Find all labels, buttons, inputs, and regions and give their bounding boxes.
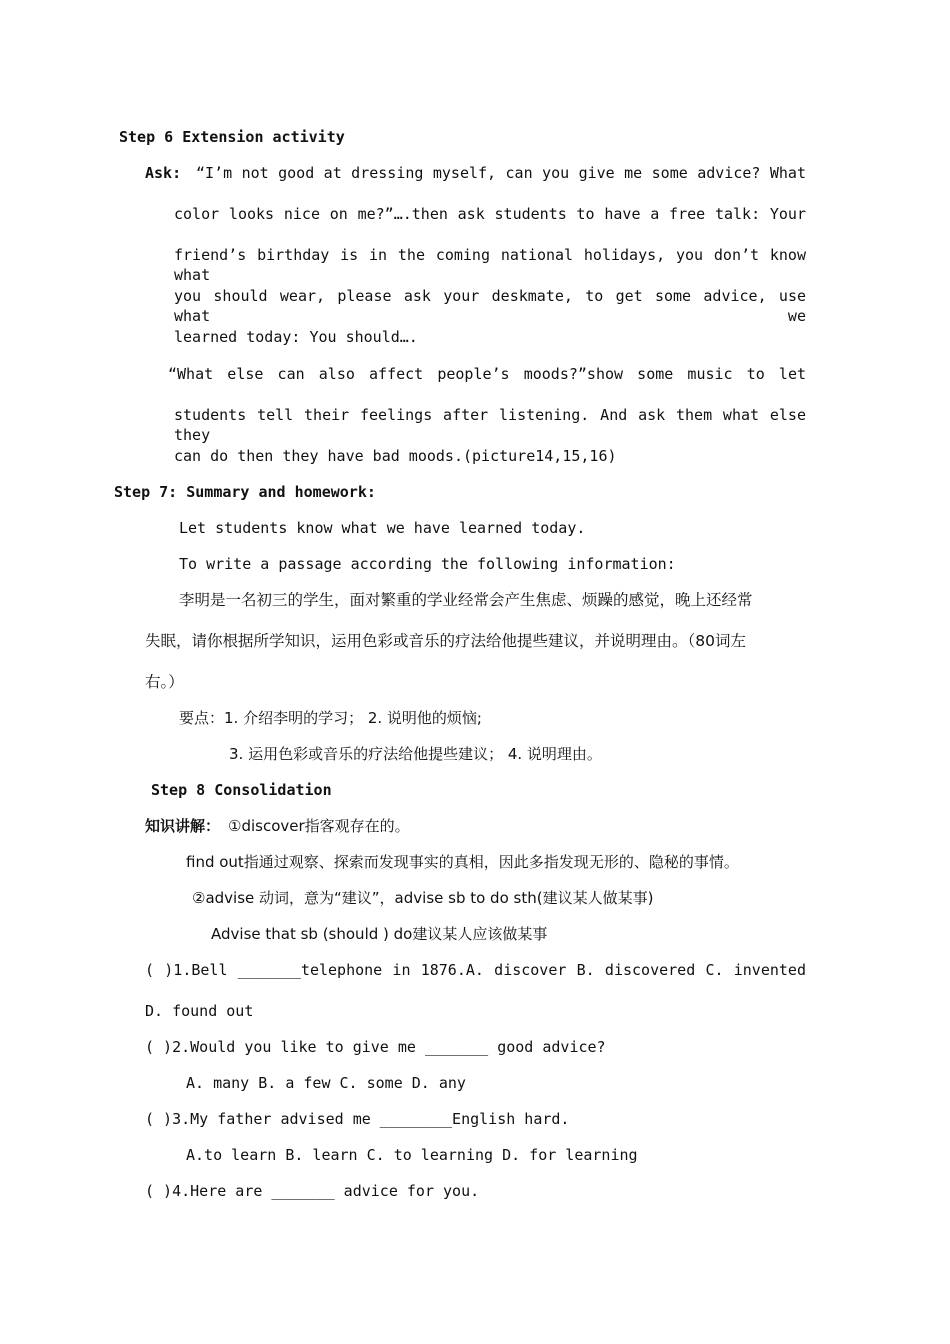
question-2: ( )2.Would you like to give me _______ good advice? xyxy=(145,1038,606,1056)
step7-line-1: Let students know what we have learned today. xyxy=(179,519,586,537)
question-2-options: A. many B. a few C. some D. any xyxy=(186,1074,466,1092)
knowledge-label: 知识讲解： xyxy=(145,817,221,835)
step7-heading: Step 7: Summary and homework: xyxy=(114,483,376,501)
ask-line-1: “I’m not good at dressing myself, can you give me some advice? What xyxy=(196,164,806,182)
step8-heading: Step 8 Consolidation xyxy=(151,781,332,799)
question-3-options: A.to learn B. learn C. to learning D. for learning xyxy=(186,1146,638,1164)
question-4: ( )4.Here are _______ advice for you. xyxy=(145,1182,480,1200)
para2-line-3: can do then they have bad moods.(picture14,15,16) xyxy=(174,447,617,465)
knowledge-2: find out指通过观察、探索而发现事实的真相，因此多指发现无形的、隐秘的事情。 xyxy=(186,853,739,871)
knowledge-1: ①discover指客观存在的。 xyxy=(228,817,410,835)
chinese-line-2: 失眠，请你根据所学知识，运用色彩或音乐的疗法给他提些建议，并说明理由。（80词左 xyxy=(145,632,746,650)
chinese-line-1: 李明是一名初三的学生，面对繁重的学业经常会产生焦虑、烦躁的感觉，晚上还经常 xyxy=(179,591,753,609)
step6-heading: Step 6 Extension activity xyxy=(119,128,345,146)
ask-label: Ask: xyxy=(145,164,182,182)
question-1-option-d: D. found out xyxy=(145,1002,254,1020)
ask-line-3: friend’s birthday is in the coming national holidays, you don’t know what xyxy=(174,246,806,284)
knowledge-4: Advise that sb (should ) do建议某人应该做某事 xyxy=(211,925,548,943)
knowledge-3: ②advise 动词，意为“建议”，advise sb to do sth(建议某人做某事) xyxy=(192,889,654,907)
ask-line-4: you should wear, please ask your deskmate, to get some advice, use what we xyxy=(174,287,806,325)
question-1: ( )1.Bell _______telephone in 1876.A. discover B. discovered C. invented xyxy=(145,961,806,979)
para2-line-2: students tell their feelings after listening. And ask them what else they xyxy=(174,406,806,444)
chinese-line-3: 右。） xyxy=(145,673,184,691)
question-3: ( )3.My father advised me ________English hard. xyxy=(145,1110,570,1128)
ask-line-5: learned today: You should…. xyxy=(174,328,418,346)
para2-line-1: “What else can also affect people’s moods?”show some music to let xyxy=(168,365,806,383)
key-points-2: 3. 运用色彩或音乐的疗法给他提些建议； 4. 说明理由。 xyxy=(229,745,602,763)
step7-line-2: To write a passage according the following information: xyxy=(179,555,676,573)
key-points-1: 要点：1. 介绍李明的学习； 2. 说明他的烦恼; xyxy=(179,709,482,727)
ask-line-2: color looks nice on me?”….then ask students to have a free talk: Your xyxy=(174,205,806,223)
